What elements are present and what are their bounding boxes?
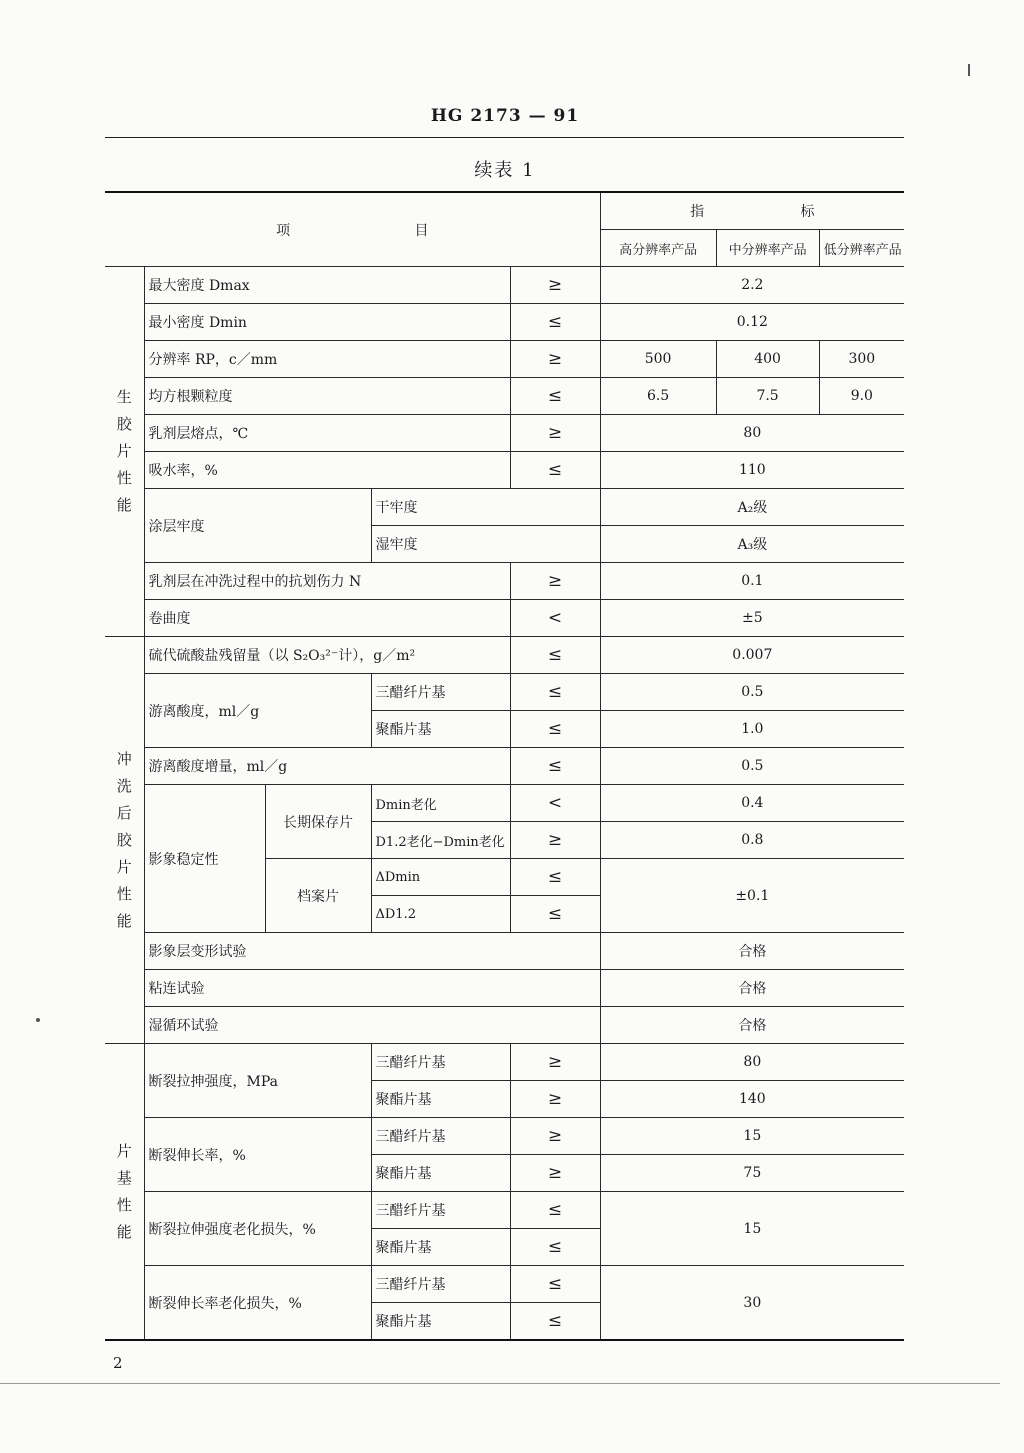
- row-symbol: ≤: [510, 1192, 600, 1229]
- row-label: 最小密度 Dmin: [144, 304, 510, 341]
- table-row: [105, 600, 904, 637]
- sub-label-long-term: 长期保存片: [265, 785, 371, 859]
- sub-label: 聚酯片基: [371, 1303, 510, 1341]
- group-label-base: 片 基 性 能: [105, 1044, 144, 1341]
- sub-label-archive: 档案片: [265, 859, 371, 933]
- row-symbol: ≤: [510, 637, 600, 674]
- row-symbol: ≥: [510, 1155, 600, 1192]
- scan-edge-line: [0, 1383, 1000, 1384]
- row-symbol: ≤: [510, 304, 600, 341]
- sub-label: 湿牢度: [371, 526, 600, 563]
- table-row: [105, 304, 904, 341]
- sub-label: ΔDmin: [371, 859, 510, 896]
- row-value-low: 300: [819, 341, 904, 378]
- row-symbol: ≤: [510, 896, 600, 933]
- sub-label: 三醋纤片基: [371, 1266, 510, 1303]
- row-symbol: ≤: [510, 859, 600, 896]
- row-label: 涂层牢度: [144, 489, 371, 563]
- sub-label: 三醋纤片基: [371, 1044, 510, 1081]
- table-row: [105, 674, 904, 711]
- row-value: 合格: [600, 970, 904, 1007]
- row-symbol: ≤: [510, 1303, 600, 1341]
- row-value: 0.4: [600, 785, 904, 822]
- row-label: 游离酸度增量，ml／g: [144, 748, 510, 785]
- header-low: 低分辨率产品: [819, 230, 904, 267]
- sub-label: 聚酯片基: [371, 711, 510, 748]
- row-value: 0.5: [600, 748, 904, 785]
- table-caption: 续表 1: [474, 160, 536, 181]
- row-value: 30: [600, 1266, 904, 1341]
- table-row: [105, 267, 904, 304]
- row-symbol: ≥: [510, 1044, 600, 1081]
- header-rule: [105, 137, 904, 138]
- row-value-mid: 400: [716, 341, 819, 378]
- row-label: 卷曲度: [144, 600, 510, 637]
- sub-label: 聚酯片基: [371, 1229, 510, 1266]
- sub-label: 三醋纤片基: [371, 674, 510, 711]
- row-symbol: ≤: [510, 748, 600, 785]
- row-value: 80: [600, 1044, 904, 1081]
- row-value: 合格: [600, 1007, 904, 1044]
- row-value-high: 6.5: [600, 378, 716, 415]
- row-label: 影象层变形试验: [144, 933, 600, 970]
- row-label: 断裂拉伸强度老化损失，%: [144, 1192, 371, 1266]
- row-value: 15: [600, 1118, 904, 1155]
- table-row: [105, 785, 904, 822]
- table-row: [105, 415, 904, 452]
- row-symbol: ≥: [510, 1118, 600, 1155]
- row-value: A₂级: [600, 489, 904, 526]
- row-value: ±0.1: [600, 859, 904, 933]
- table-row: [105, 1007, 904, 1044]
- row-symbol: ≥: [510, 563, 600, 600]
- row-symbol: ≤: [510, 711, 600, 748]
- row-symbol: <: [510, 785, 600, 822]
- row-value-low: 9.0: [819, 378, 904, 415]
- row-value: 2.2: [600, 267, 904, 304]
- row-label: 断裂伸长率，%: [144, 1118, 371, 1192]
- table-row: [105, 1192, 904, 1229]
- table-row: [105, 489, 904, 526]
- row-symbol: ≥: [510, 267, 600, 304]
- row-symbol: ≥: [510, 822, 600, 859]
- row-symbol: ≤: [510, 674, 600, 711]
- table-row: [105, 1266, 904, 1303]
- row-label: 硫代硫酸盐残留量（以 S₂O₃²⁻计），g／m²: [144, 637, 510, 674]
- spec-table: [105, 191, 904, 1341]
- sub-label: 干牢度: [371, 489, 600, 526]
- table-row: [105, 452, 904, 489]
- row-label: 影象稳定性: [144, 785, 265, 933]
- sub-label: 三醋纤片基: [371, 1192, 510, 1229]
- row-label: 粘连试验: [144, 970, 600, 1007]
- table-row: [105, 933, 904, 970]
- row-value: 140: [600, 1081, 904, 1118]
- row-value: 0.5: [600, 674, 904, 711]
- row-symbol: ≥: [510, 1081, 600, 1118]
- row-label: 乳剂层在冲洗过程中的抗划伤力 N: [144, 563, 510, 600]
- row-value: 110: [600, 452, 904, 489]
- row-label: 湿循环试验: [144, 1007, 600, 1044]
- row-symbol: ≤: [510, 1266, 600, 1303]
- row-symbol: <: [510, 600, 600, 637]
- row-symbol: ≥: [510, 415, 600, 452]
- row-label: 均方根颗粒度: [144, 378, 510, 415]
- row-label: 断裂伸长率老化损失，%: [144, 1266, 371, 1341]
- sub-label: ΔD1.2: [371, 896, 510, 933]
- table-header-row: [105, 192, 904, 230]
- table-row: [105, 1044, 904, 1081]
- scan-artifact: [36, 1018, 40, 1022]
- table-row: [105, 1118, 904, 1155]
- row-label: 最大密度 Dmax: [144, 267, 510, 304]
- row-value: 75: [600, 1155, 904, 1192]
- group-label-raw-film: 生 胶 片 性 能: [105, 267, 144, 637]
- sub-label: 三醋纤片基: [371, 1118, 510, 1155]
- row-label: 游离酸度，ml／g: [144, 674, 371, 748]
- table-row: [105, 563, 904, 600]
- row-value: 1.0: [600, 711, 904, 748]
- row-value: 0.007: [600, 637, 904, 674]
- table-row: [105, 970, 904, 1007]
- row-value: 0.1: [600, 563, 904, 600]
- row-label: 吸水率，%: [144, 452, 510, 489]
- row-symbol: ≤: [510, 378, 600, 415]
- row-value: 80: [600, 415, 904, 452]
- row-label: 断裂拉抻强度，MPa: [144, 1044, 371, 1118]
- sub-label: 聚酯片基: [371, 1155, 510, 1192]
- row-value: 0.8: [600, 822, 904, 859]
- row-symbol: ≤: [510, 1229, 600, 1266]
- row-value: ±5: [600, 600, 904, 637]
- page-number: 2: [113, 1354, 123, 1372]
- row-symbol: ≥: [510, 341, 600, 378]
- row-value: 合格: [600, 933, 904, 970]
- table-row: [105, 341, 904, 378]
- sub-label: 聚酯片基: [371, 1081, 510, 1118]
- table-row: [105, 748, 904, 785]
- table-row: [105, 637, 904, 674]
- row-value-mid: 7.5: [716, 378, 819, 415]
- scan-artifact: [968, 64, 970, 76]
- header-indicator: 指 标: [600, 192, 904, 230]
- header-item: 项 目: [105, 192, 600, 267]
- group-label-processed-film: 冲 洗 后 胶 片 性 能: [105, 637, 144, 1044]
- sub-label: Dmin老化: [371, 785, 510, 822]
- row-symbol: ≤: [510, 452, 600, 489]
- sub-label: D1.2老化−Dmin老化: [371, 822, 510, 859]
- table-row: [105, 378, 904, 415]
- row-value-high: 500: [600, 341, 716, 378]
- row-value: 0.12: [600, 304, 904, 341]
- header-mid: 中分辨率产品: [716, 230, 819, 267]
- row-value: 15: [600, 1192, 904, 1266]
- row-value: A₃级: [600, 526, 904, 563]
- row-label: 分辨率 RP，c／mm: [144, 341, 510, 378]
- standard-code: HG 2173 — 91: [430, 106, 580, 126]
- row-label: 乳剂层熔点，℃: [144, 415, 510, 452]
- header-high: 高分辨率产品: [600, 230, 716, 267]
